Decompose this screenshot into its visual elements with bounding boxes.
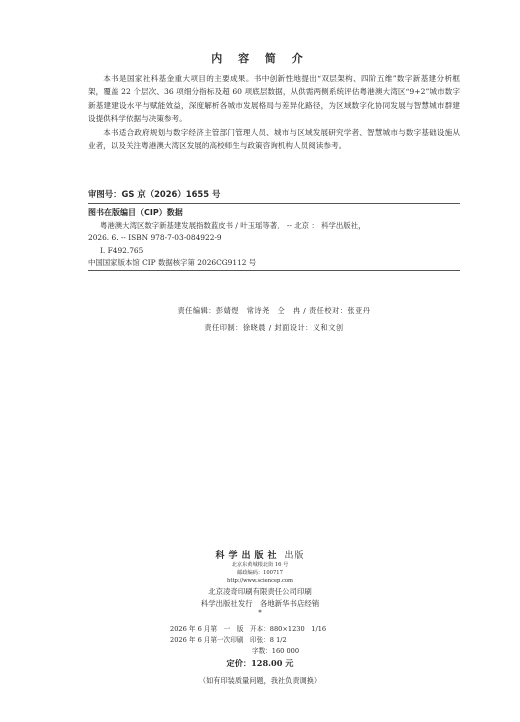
separator-star: * (258, 609, 262, 617)
publisher-name: 科学出版社 (215, 551, 281, 561)
map-review-number: 审图号：GS 京（2026）1655 号 (88, 189, 221, 199)
page-title: 内 容 简 介 (211, 52, 309, 65)
cip-classification-line: Ⅰ. F492.765 (100, 245, 144, 255)
edition-line: 2026 年 6 月第 一 版 开本：880×1230 1/16 (170, 625, 327, 633)
content-summary (88, 72, 460, 152)
publisher-line (0, 548, 520, 561)
price: 定价：128.00 元 (226, 658, 294, 668)
summary-paragraph-2: 本书适合政府规划与数字经济主管部门管理人员、城市与区域发展研究学者、智慧城市与数字基础设施从业者，以及关注粤港澳大湾区发展的高校师生与政策咨询机构人员阅读参考。 (88, 127, 460, 151)
cip-entry-line: 粤港澳大湾区数字新基建发展指数蓝皮书 / 叶玉瑶等著． -- 北京 ： 科学出版社， (100, 221, 366, 230)
cip-heading: 图书在版编目（CIP）数据 (88, 208, 183, 217)
publisher-address: 北京东黄城根北街 16 号 (231, 562, 289, 568)
editor-credits: 责任编辑：彭婧煜 常诗尧 仝 冉 / 责任校对：张亚丹 (177, 306, 371, 315)
printing-line: 2026 年 6 月第一次印刷 印张：8 1/2 (170, 636, 287, 644)
cip-data-block (88, 188, 460, 271)
publisher-suffix: 出版 (284, 551, 305, 561)
summary-paragraph-1: 本书是国家社科基金重大项目的主要成果。书中创新性地提出“双层架构、四阶五维”数字新基建分析框架，覆盖 22 个层次、36 项细分指标及超 60 项底层数据，从供需两侧系统评估粤港澳大湾区“9+2”城市数字新基建建设水平与赋能效益，深度解析各城市发展格局与差异化路径，为区域数字化协同发展与智慧城市群建设提供科学依据与决策参考。 (88, 74, 460, 124)
publisher-zip: 邮政编码：100717 (237, 570, 283, 576)
publisher-url: http://www.sciencep.com (227, 578, 293, 584)
production-credits: 责任印制：徐晓晨 / 封面设计：义和文创 (204, 323, 344, 332)
cip-record-number: 中国国家版本馆 CIP 数据核字第 2026CG9112 号 (88, 257, 460, 271)
cip-isbn-line: 2026. 6. -- ISBN 978-7-03-084922-9 (88, 233, 222, 243)
distribution-line: 科学出版社发行 各地新华书店经销 (200, 599, 320, 608)
quality-notice: （如有印装质量问题，我社负责调换） (198, 676, 322, 685)
printer-line: 北京凌奇印刷有限责任公司印刷 (208, 587, 312, 596)
word-count: 字数：160 000 (252, 647, 300, 655)
